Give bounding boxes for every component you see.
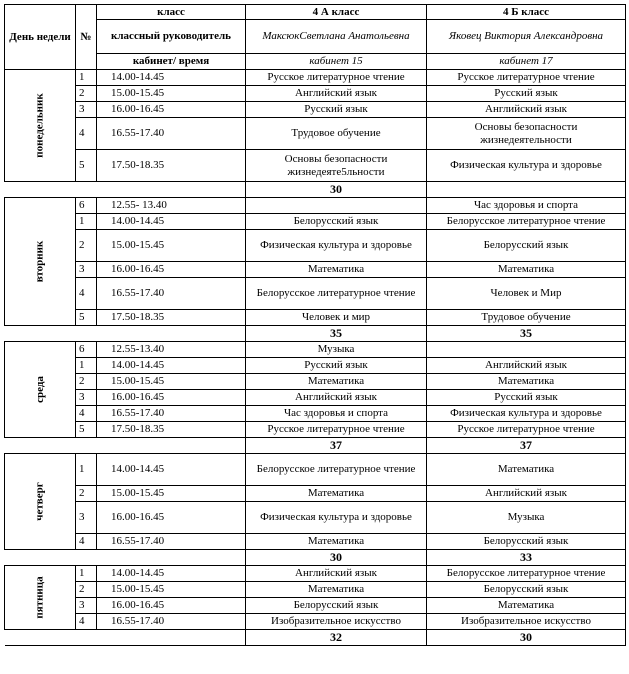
lesson-row xyxy=(5,70,626,86)
lesson-row xyxy=(5,582,626,598)
total-class-a: 30 xyxy=(246,550,427,566)
subject-class-b: Английский язык xyxy=(427,486,626,502)
total-row xyxy=(5,630,626,646)
subject-class-b: Русское литературное чтение xyxy=(427,422,626,438)
lesson-time: 14.00-14.45 xyxy=(97,214,246,230)
day-name-cell xyxy=(5,566,76,630)
total-class-a: 32 xyxy=(246,630,427,646)
lesson-number: 1 xyxy=(76,214,97,230)
day-name-cell xyxy=(5,454,76,550)
subject-class-b: Математика xyxy=(427,454,626,486)
day-name: вторник xyxy=(33,240,46,283)
lesson-number: 3 xyxy=(76,102,97,118)
subject-class-b: Белорусский язык xyxy=(427,534,626,550)
lesson-row xyxy=(5,150,626,182)
subject-class-a: Русский язык xyxy=(246,102,427,118)
total-class-b: 30 xyxy=(427,630,626,646)
lesson-number: 3 xyxy=(76,598,97,614)
lesson-row xyxy=(5,598,626,614)
lesson-time: 15.00-15.45 xyxy=(97,486,246,502)
subject-class-b: Русское литературное чтение xyxy=(427,70,626,86)
lesson-row xyxy=(5,486,626,502)
lesson-row xyxy=(5,422,626,438)
lesson-number: 4 xyxy=(76,534,97,550)
subject-class-a: Математика xyxy=(246,374,427,390)
subject-class-a: Русское литературное чтение xyxy=(246,422,427,438)
lesson-number: 6 xyxy=(76,198,97,214)
lesson-row xyxy=(5,374,626,390)
total-class-b: 37 xyxy=(427,438,626,454)
subject-class-b: Физическая культура и здоровье xyxy=(427,406,626,422)
day-name: среда xyxy=(33,376,46,403)
lesson-number: 4 xyxy=(76,278,97,310)
lesson-row xyxy=(5,454,626,486)
subject-class-b: Математика xyxy=(427,598,626,614)
subject-class-a: Музыка xyxy=(246,342,427,358)
lesson-number: 4 xyxy=(76,614,97,630)
subject-class-b: Изобразительное искусство xyxy=(427,614,626,630)
lesson-row xyxy=(5,118,626,150)
lesson-row xyxy=(5,390,626,406)
lesson-number: 1 xyxy=(76,454,97,486)
subject-class-b: Английский язык xyxy=(427,102,626,118)
subject-class-a: Час здоровья и спорта xyxy=(246,406,427,422)
subject-class-a: Белорусское литературное чтение xyxy=(246,278,427,310)
lesson-time: 16.55-17.40 xyxy=(97,614,246,630)
subject-class-a: Физическая культура и здоровье xyxy=(246,230,427,262)
total-class-b: 33 xyxy=(427,550,626,566)
day-name-cell xyxy=(5,198,76,326)
lesson-row xyxy=(5,406,626,422)
lesson-time: 14.00-14.45 xyxy=(97,566,246,582)
schedule-body xyxy=(5,70,626,646)
lesson-time: 17.50-18.35 xyxy=(97,422,246,438)
lesson-row xyxy=(5,342,626,358)
total-spacer xyxy=(5,182,246,198)
lesson-time: 15.00-15.45 xyxy=(97,582,246,598)
day-name: четверг xyxy=(33,482,46,521)
number-column-header: № xyxy=(76,5,97,70)
lesson-time: 15.00-15.45 xyxy=(97,86,246,102)
lesson-number: 3 xyxy=(76,390,97,406)
subject-class-b: Физическая культура и здоровье xyxy=(427,150,626,182)
total-row xyxy=(5,182,626,198)
subject-class-b xyxy=(427,342,626,358)
subject-class-b: Белорусское литературное чтение xyxy=(427,214,626,230)
subject-class-b: Трудовое обучение xyxy=(427,310,626,326)
subject-class-b: Основы безопасности жизнедеятельности xyxy=(427,118,626,150)
subject-class-a: Математика xyxy=(246,262,427,278)
lesson-time: 17.50-18.35 xyxy=(97,310,246,326)
total-spacer xyxy=(5,630,246,646)
subject-class-a: Русское литературное чтение xyxy=(246,70,427,86)
lesson-number: 1 xyxy=(76,358,97,374)
subject-class-a: Математика xyxy=(246,582,427,598)
subject-class-a: Человек и мир xyxy=(246,310,427,326)
lesson-number: 1 xyxy=(76,566,97,582)
day-column-header: День недели xyxy=(5,5,76,70)
lesson-time: 16.00-16.45 xyxy=(97,390,246,406)
lesson-time: 16.00-16.45 xyxy=(97,598,246,614)
lesson-row xyxy=(5,358,626,374)
lesson-time: 14.00-14.45 xyxy=(97,454,246,486)
day-name-cell xyxy=(5,70,76,182)
lesson-time: 16.00-16.45 xyxy=(97,262,246,278)
subject-class-b: Час здоровья и спорта xyxy=(427,198,626,214)
subject-class-a: Физическая культура и здоровье xyxy=(246,502,427,534)
subject-class-a: Белорусский язык xyxy=(246,598,427,614)
teacher-a: МаксюкСветлана Анатольевна xyxy=(246,20,427,54)
lesson-row xyxy=(5,86,626,102)
subject-class-a: Русский язык xyxy=(246,358,427,374)
lesson-time: 16.00-16.45 xyxy=(97,102,246,118)
subject-class-a: Английский язык xyxy=(246,86,427,102)
lesson-row xyxy=(5,262,626,278)
subject-class-b: Белорусский язык xyxy=(427,582,626,598)
subject-class-a: Изобразительное искусство xyxy=(246,614,427,630)
lesson-row xyxy=(5,310,626,326)
subject-class-a: Английский язык xyxy=(246,566,427,582)
total-class-a: 37 xyxy=(246,438,427,454)
lesson-row xyxy=(5,502,626,534)
lesson-row xyxy=(5,534,626,550)
day-name: пятница xyxy=(33,576,46,619)
subject-class-b: Английский язык xyxy=(427,358,626,374)
teacher-b: Яковец Виктория Александровна xyxy=(427,20,626,54)
lesson-time: 12.55-13.40 xyxy=(97,342,246,358)
lesson-number: 4 xyxy=(76,118,97,150)
lesson-row xyxy=(5,198,626,214)
total-row xyxy=(5,326,626,342)
lesson-time: 16.55-17.40 xyxy=(97,118,246,150)
subject-class-a: Основы безопасности жизнедеяте5льности xyxy=(246,150,427,182)
day-name: понедельник xyxy=(33,93,46,158)
lesson-number: 2 xyxy=(76,230,97,262)
subject-class-a: Математика xyxy=(246,534,427,550)
subject-class-b: Белорусский язык xyxy=(427,230,626,262)
subject-class-a: Математика xyxy=(246,486,427,502)
subject-class-b: Математика xyxy=(427,374,626,390)
lesson-row xyxy=(5,102,626,118)
lesson-time: 16.55-17.40 xyxy=(97,278,246,310)
lesson-number: 2 xyxy=(76,374,97,390)
lesson-row xyxy=(5,230,626,262)
subject-class-b: Математика xyxy=(427,262,626,278)
lesson-number: 2 xyxy=(76,486,97,502)
lesson-time: 12.55- 13.40 xyxy=(97,198,246,214)
lesson-row xyxy=(5,214,626,230)
total-class-b xyxy=(427,182,626,198)
lesson-number: 3 xyxy=(76,262,97,278)
lesson-time: 16.00-16.45 xyxy=(97,502,246,534)
lesson-number: 5 xyxy=(76,422,97,438)
total-class-a: 35 xyxy=(246,326,427,342)
lesson-number: 2 xyxy=(76,582,97,598)
lesson-time: 14.00-14.45 xyxy=(97,358,246,374)
lesson-time: 15.00-15.45 xyxy=(97,230,246,262)
lesson-number: 6 xyxy=(76,342,97,358)
schedule-table xyxy=(4,4,626,646)
class-b-title: 4 Б класс xyxy=(427,5,626,20)
total-class-b: 35 xyxy=(427,326,626,342)
lesson-row xyxy=(5,278,626,310)
schedule-header xyxy=(5,5,626,70)
lesson-number: 5 xyxy=(76,150,97,182)
teacher-label: классный руководитель xyxy=(97,20,246,54)
lesson-number: 1 xyxy=(76,70,97,86)
total-row xyxy=(5,550,626,566)
subject-class-b: Русский язык xyxy=(427,390,626,406)
lesson-number: 3 xyxy=(76,502,97,534)
room-a: кабинет 15 xyxy=(246,54,427,70)
subject-class-b: Русский язык xyxy=(427,86,626,102)
lesson-time: 16.55-17.40 xyxy=(97,406,246,422)
total-class-a: 30 xyxy=(246,182,427,198)
subject-class-a xyxy=(246,198,427,214)
subject-class-a: Трудовое обучение xyxy=(246,118,427,150)
lesson-number: 5 xyxy=(76,310,97,326)
lesson-row xyxy=(5,566,626,582)
total-spacer xyxy=(5,550,246,566)
class-a-title: 4 А класс xyxy=(246,5,427,20)
subject-class-b: Человек и Мир xyxy=(427,278,626,310)
class-label: класс xyxy=(97,5,246,20)
lesson-time: 16.55-17.40 xyxy=(97,534,246,550)
subject-class-a: Белорусское литературное чтение xyxy=(246,454,427,486)
total-spacer xyxy=(5,438,246,454)
subject-class-a: Белорусский язык xyxy=(246,214,427,230)
lesson-time: 17.50-18.35 xyxy=(97,150,246,182)
lesson-number: 2 xyxy=(76,86,97,102)
lesson-row xyxy=(5,614,626,630)
total-row xyxy=(5,438,626,454)
subject-class-b: Музыка xyxy=(427,502,626,534)
total-spacer xyxy=(5,326,246,342)
lesson-time: 14.00-14.45 xyxy=(97,70,246,86)
room-b: кабинет 17 xyxy=(427,54,626,70)
day-name-cell xyxy=(5,342,76,438)
room-label: кабинет/ время xyxy=(97,54,246,70)
subject-class-b: Белорусское литературное чтение xyxy=(427,566,626,582)
lesson-number: 4 xyxy=(76,406,97,422)
subject-class-a: Английский язык xyxy=(246,390,427,406)
lesson-time: 15.00-15.45 xyxy=(97,374,246,390)
